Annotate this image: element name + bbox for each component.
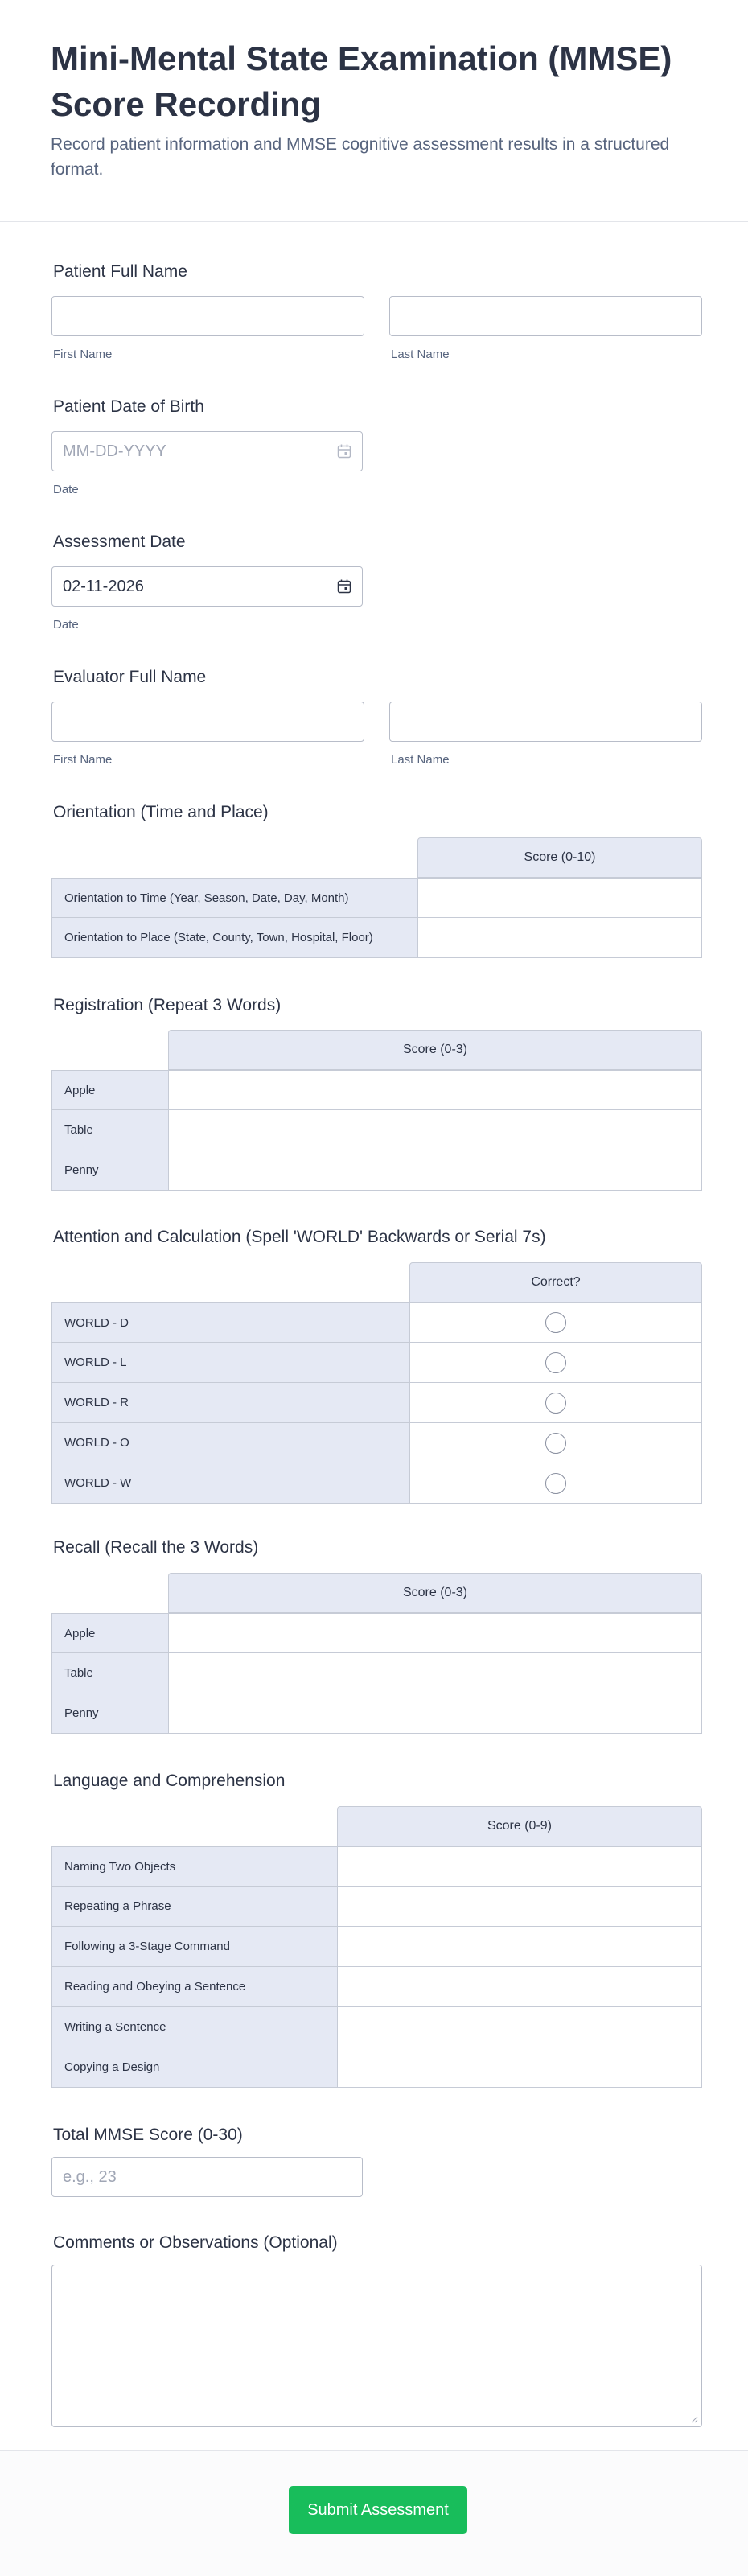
registration-grid <box>51 1030 702 1191</box>
assessment-date-sublabel: Date <box>53 618 79 632</box>
score-cell[interactable] <box>169 1653 702 1693</box>
submit-button[interactable]: Submit Assessment <box>289 2486 467 2534</box>
score-cell[interactable] <box>169 1070 702 1110</box>
row-label: Orientation to Place (State, County, Town, Hospital, Floor) <box>51 918 418 958</box>
row-label: Reading and Obeying a Sentence <box>51 1967 338 2007</box>
table-row <box>51 1343 702 1383</box>
radio-cell <box>410 1302 702 1343</box>
language-column-header: Score (0-9) <box>337 1806 702 1846</box>
score-cell[interactable] <box>338 1967 702 2007</box>
radio-cell <box>410 1383 702 1423</box>
registration-label: Registration (Repeat 3 Words) <box>53 996 282 1014</box>
row-label: Apple <box>51 1070 169 1110</box>
table-row <box>51 1302 702 1343</box>
row-label: Orientation to Time (Year, Season, Date, Day, Month) <box>51 878 418 918</box>
score-cell[interactable] <box>169 1693 702 1734</box>
table-row <box>51 1463 702 1504</box>
dob-placeholder: MM-DD-YYYY <box>63 442 166 460</box>
page-subtitle: Record patient information and MMSE cognitive assessment results in a structured format. <box>51 135 670 179</box>
table-row <box>51 1927 702 1967</box>
evaluator-last-name-input[interactable] <box>389 702 702 742</box>
orientation-grid <box>51 837 702 958</box>
patient-first-name-input[interactable] <box>51 296 364 336</box>
total-score-input[interactable] <box>51 2157 363 2197</box>
orientation-column-header: Score (0-10) <box>417 837 702 878</box>
score-cell[interactable] <box>169 1110 702 1150</box>
total-score-label: Total MMSE Score (0-30) <box>53 2125 243 2144</box>
dob-label: Patient Date of Birth <box>53 397 204 416</box>
assessment-date-label: Assessment Date <box>53 533 186 551</box>
patient-first-name-sublabel: First Name <box>53 348 113 361</box>
radio-cell <box>410 1423 702 1463</box>
language-label: Language and Comprehension <box>53 1772 286 1790</box>
total-score-placeholder: e.g., 23 <box>63 2168 117 2186</box>
row-label: Copying a Design <box>51 2047 338 2088</box>
table-row <box>51 1423 702 1463</box>
radio-button[interactable] <box>545 1312 566 1333</box>
score-cell[interactable] <box>338 2047 702 2088</box>
row-label: WORLD - W <box>51 1463 410 1504</box>
table-row <box>51 1110 702 1150</box>
table-row <box>51 1070 702 1110</box>
row-label: Penny <box>51 1150 169 1191</box>
attention-label: Attention and Calculation (Spell 'WORLD' Backwards or Serial 7s) <box>53 1228 546 1246</box>
row-label: Writing a Sentence <box>51 2007 338 2047</box>
dob-input[interactable] <box>51 431 363 471</box>
assessment-date-input[interactable] <box>51 566 363 607</box>
table-row <box>51 1653 702 1693</box>
row-label: WORLD - L <box>51 1343 410 1383</box>
table-row <box>51 1383 702 1423</box>
attention-column-header: Correct? <box>409 1262 702 1302</box>
registration-column-header: Score (0-3) <box>168 1030 702 1070</box>
table-row <box>51 918 702 958</box>
row-label: Repeating a Phrase <box>51 1887 338 1927</box>
row-label: WORLD - O <box>51 1423 410 1463</box>
score-cell[interactable] <box>418 918 702 958</box>
table-row <box>51 2007 702 2047</box>
page-title: Mini-Mental State Examination (MMSE) Score Recording <box>51 39 672 123</box>
row-label: WORLD - R <box>51 1383 410 1423</box>
comments-textarea[interactable] <box>51 2265 702 2427</box>
table-row <box>51 1150 702 1191</box>
radio-button[interactable] <box>545 1433 566 1454</box>
radio-button[interactable] <box>545 1473 566 1494</box>
table-row <box>51 1967 702 2007</box>
score-cell[interactable] <box>169 1613 702 1653</box>
score-cell[interactable] <box>418 878 702 918</box>
radio-cell <box>410 1463 702 1504</box>
radio-button[interactable] <box>545 1352 566 1373</box>
patient-name-label: Patient Full Name <box>53 262 187 281</box>
comments-label: Comments or Observations (Optional) <box>53 2233 338 2252</box>
patient-last-name-sublabel: Last Name <box>391 348 450 361</box>
recall-column-header: Score (0-3) <box>168 1573 702 1613</box>
evaluator-name-label: Evaluator Full Name <box>53 668 207 686</box>
row-label: Apple <box>51 1613 169 1653</box>
evaluator-last-name-sublabel: Last Name <box>391 753 450 767</box>
form-header <box>0 0 748 222</box>
resize-handle-icon[interactable] <box>690 2415 698 2423</box>
language-grid <box>51 1806 702 2088</box>
evaluator-first-name-sublabel: First Name <box>53 753 113 767</box>
radio-cell <box>410 1343 702 1383</box>
score-cell[interactable] <box>338 1846 702 1887</box>
score-cell[interactable] <box>338 1927 702 1967</box>
recall-grid <box>51 1573 702 1734</box>
row-label: WORLD - D <box>51 1302 410 1343</box>
score-cell[interactable] <box>169 1150 702 1191</box>
recall-label: Recall (Recall the 3 Words) <box>53 1538 259 1557</box>
table-row <box>51 1846 702 1887</box>
row-label: Table <box>51 1110 169 1150</box>
attention-grid <box>51 1262 702 1504</box>
radio-button[interactable] <box>545 1393 566 1414</box>
score-cell[interactable] <box>338 2007 702 2047</box>
table-row <box>51 1887 702 1927</box>
table-row <box>51 1613 702 1653</box>
table-row <box>51 1693 702 1734</box>
row-label: Table <box>51 1653 169 1693</box>
table-row <box>51 2047 702 2088</box>
dob-sublabel: Date <box>53 483 79 496</box>
row-label: Naming Two Objects <box>51 1846 338 1887</box>
patient-last-name-input[interactable] <box>389 296 702 336</box>
row-label: Penny <box>51 1693 169 1734</box>
assessment-date-value: 02-11-2026 <box>63 578 144 595</box>
calendar-icon[interactable] <box>336 578 352 595</box>
orientation-label: Orientation (Time and Place) <box>53 803 269 821</box>
evaluator-first-name-input[interactable] <box>51 702 364 742</box>
calendar-icon[interactable] <box>336 443 352 459</box>
table-row <box>51 878 702 918</box>
row-label: Following a 3-Stage Command <box>51 1927 338 1967</box>
score-cell[interactable] <box>338 1887 702 1927</box>
